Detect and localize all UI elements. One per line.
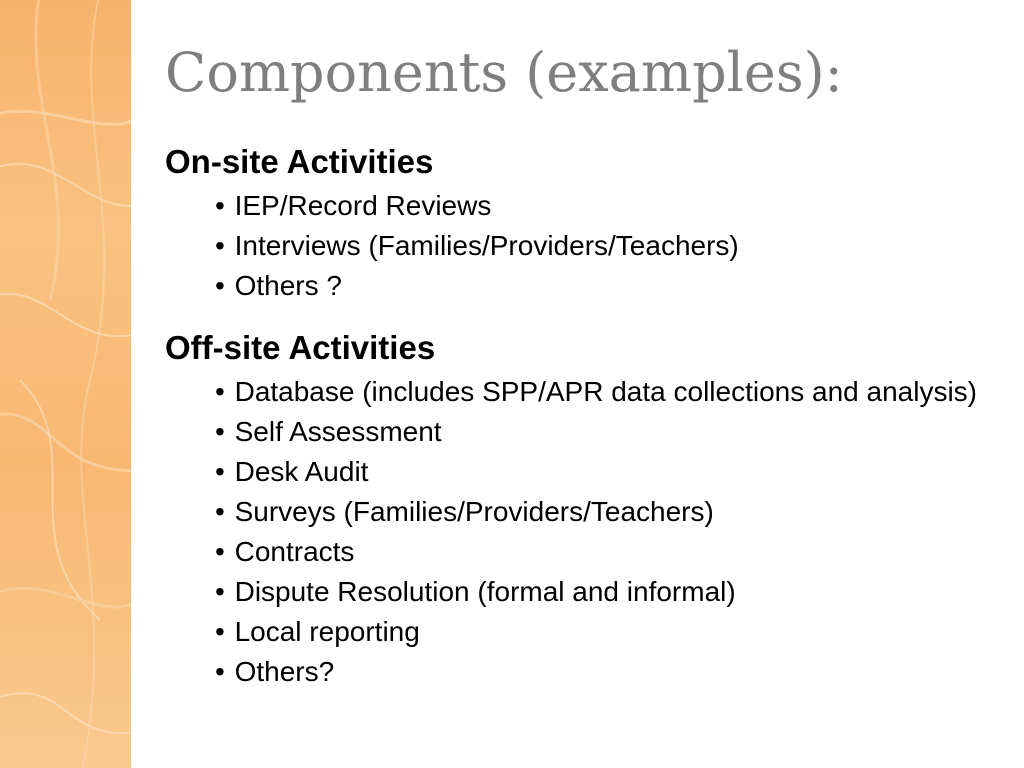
bullet-icon: •	[215, 376, 225, 407]
list-item-text: Others ?	[234, 270, 342, 301]
list-item	[215, 456, 995, 488]
list-item	[215, 416, 995, 448]
list-item-text: Database (includes SPP/APR data collections and analysis)	[234, 376, 977, 407]
bullet-icon: •	[215, 230, 225, 261]
section-off-site	[165, 328, 995, 688]
list-item	[215, 656, 995, 688]
section-on-site	[165, 142, 995, 302]
list-item	[215, 376, 995, 408]
bullet-icon: •	[215, 456, 225, 487]
bullet-list	[215, 376, 995, 688]
list-item	[215, 616, 995, 648]
list-item-text: Self Assessment	[234, 416, 442, 447]
bullet-icon: •	[215, 536, 225, 567]
list-item	[215, 230, 995, 262]
slide-title: Components (examples):	[165, 41, 843, 104]
bullet-icon: •	[215, 616, 225, 647]
list-item	[215, 496, 995, 528]
list-item	[215, 576, 995, 608]
list-item-text: Desk Audit	[234, 456, 369, 487]
bullet-icon: •	[215, 496, 225, 527]
list-item-text: Local reporting	[234, 616, 420, 647]
section-heading: On-site Activities	[165, 143, 434, 180]
list-item-text: IEP/Record Reviews	[234, 190, 492, 221]
list-item	[215, 190, 995, 222]
list-item	[215, 270, 995, 302]
bullet-icon: •	[215, 416, 225, 447]
bullet-icon: •	[215, 270, 225, 301]
list-item-text: Surveys (Families/Providers/Teachers)	[234, 496, 714, 527]
slide-content	[165, 142, 995, 688]
list-item-text: Dispute Resolution (formal and informal)	[234, 576, 736, 607]
swirl-pattern-icon	[0, 0, 131, 768]
list-item-text: Contracts	[234, 536, 355, 567]
section-heading: Off-site Activities	[165, 329, 436, 366]
list-item-text: Interviews (Families/Providers/Teachers)	[234, 230, 739, 261]
bullet-icon: •	[215, 656, 225, 687]
bullet-list	[215, 190, 995, 302]
list-item	[215, 536, 995, 568]
bullet-icon: •	[215, 576, 225, 607]
list-item-text: Others?	[234, 656, 335, 687]
bullet-icon: •	[215, 190, 225, 221]
decorative-side-band	[0, 0, 131, 768]
